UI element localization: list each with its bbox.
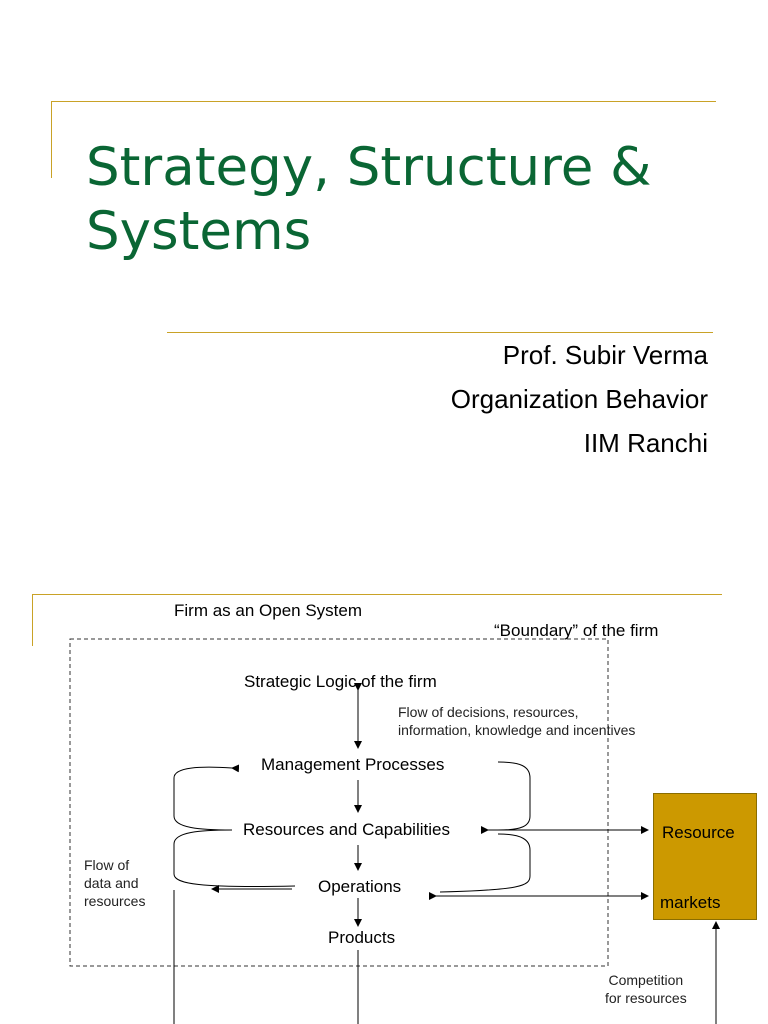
competition-line-2: for resources xyxy=(605,990,687,1006)
strategic-logic-label: Strategic Logic of the firm xyxy=(244,672,437,691)
flow-note xyxy=(398,703,635,739)
flow-data-line-3: resources xyxy=(84,893,146,909)
products-label: Products xyxy=(328,928,396,947)
author-name: Prof. Subir Verma xyxy=(502,340,708,370)
title-line-1: Strategy, Structure & xyxy=(86,137,652,198)
slide-title xyxy=(86,136,726,264)
competition-line-1: Competition xyxy=(608,972,684,988)
right-brace-upper xyxy=(498,762,530,830)
institution-name: IIM Ranchi xyxy=(583,428,708,458)
left-rule xyxy=(51,101,52,178)
right-brace-lower xyxy=(440,834,530,892)
flow-data-note xyxy=(84,856,145,910)
open-system-slide xyxy=(0,560,768,1024)
course-name: Organization Behavior xyxy=(450,384,708,414)
left-brace-upper xyxy=(174,767,232,830)
boundary-label: “Boundary” of the firm xyxy=(494,621,659,640)
diagram-heading: Firm as an Open System xyxy=(174,601,363,620)
flow-data-line-2: data and xyxy=(84,875,139,891)
title-line-2: Systems xyxy=(86,201,312,262)
diagram-connectors xyxy=(0,560,768,1024)
top-rule xyxy=(51,101,716,102)
resource-markets-line-1: Resource xyxy=(662,823,735,842)
resource-markets-box xyxy=(653,793,757,920)
flow-data-line-1: Flow of xyxy=(84,857,130,873)
subtitle-rule xyxy=(167,332,713,333)
flow-note-line-1: Flow of decisions, resources, xyxy=(398,704,579,720)
competition-note xyxy=(605,971,687,1007)
operations-label: Operations xyxy=(318,877,402,896)
resource-markets-line-2: markets xyxy=(660,893,721,912)
management-processes-label: Management Processes xyxy=(261,755,445,774)
resources-capabilities-label: Resources and Capabilities xyxy=(243,820,450,839)
flow-note-line-2: information, knowledge and incentives xyxy=(398,722,636,738)
